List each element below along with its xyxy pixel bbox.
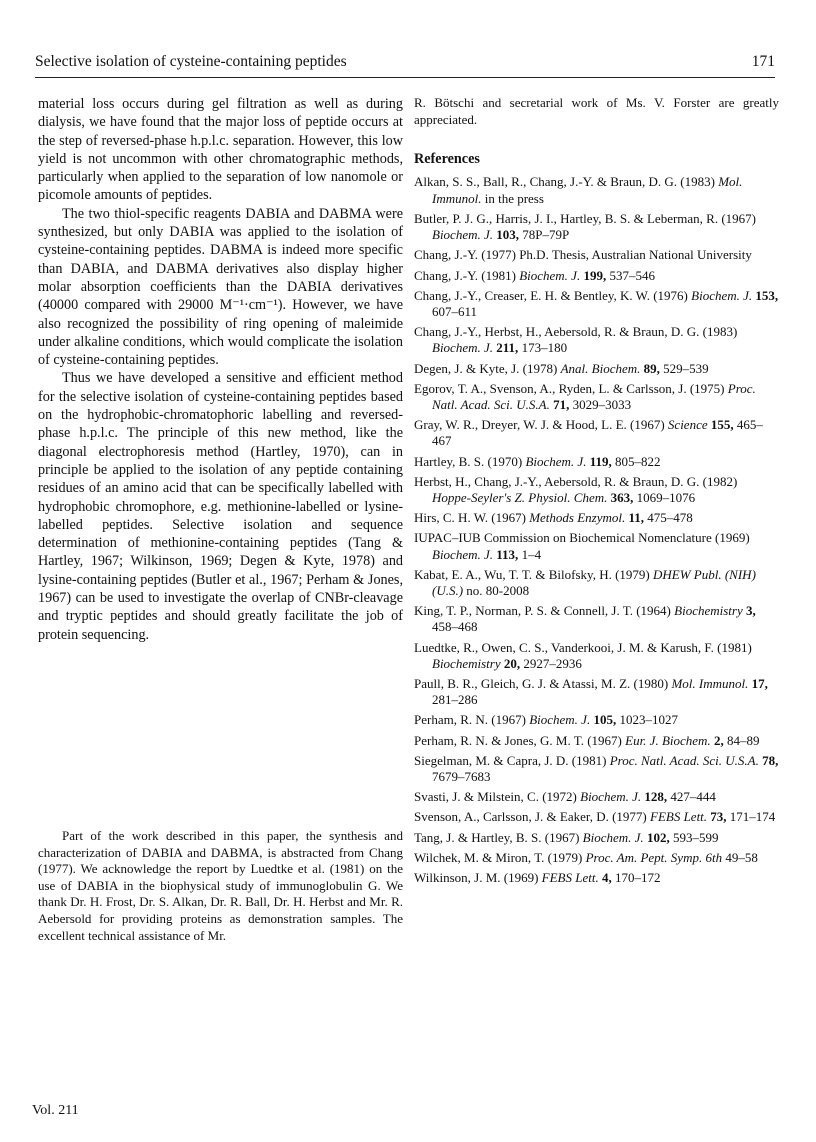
reference-item <box>414 870 779 886</box>
reference-pages: 475–478 <box>647 510 693 526</box>
reference-volume: 73, <box>710 809 727 825</box>
reference-volume: 211, <box>496 340 519 356</box>
reference-authors: Degen, J. & Kyte, J. (1978) <box>414 360 558 376</box>
reference-authors: Chang, J.-Y., Creaser, E. H. & Bentley, K. W. (1976) <box>414 287 688 303</box>
reference-pages: 171–174 <box>729 809 776 825</box>
reference-pages: 7679–7683 <box>432 768 491 784</box>
reference-pages: 537–546 <box>609 267 655 283</box>
acknowledgement-continuation: R. Bötschi and secretarial work of Ms. V. Forster are greatly appreciated. <box>414 95 779 127</box>
reference-item <box>414 712 779 728</box>
reference-pages: no. 80-2008 <box>466 582 530 598</box>
reference-pages: 2927–2936 <box>523 655 582 671</box>
reference-journal: DHEW Publ. (NIH) (U.S.) <box>432 566 756 598</box>
left-column <box>38 95 403 644</box>
reference-pages: 607–611 <box>432 303 478 319</box>
reference-authors: Perham, R. N. & Jones, G. M. T. (1967) <box>414 732 622 748</box>
running-header <box>35 53 775 78</box>
reference-volume: 2, <box>713 732 724 748</box>
reference-pages: 1023–1027 <box>619 712 678 728</box>
reference-journal: FEBS Lett. <box>541 870 599 885</box>
volume-label: Vol. 211 <box>32 1103 79 1118</box>
reference-item <box>414 530 779 562</box>
reference-volume: 20, <box>503 655 521 671</box>
reference-authors: Chang, J.-Y. (1977) Ph.D. Thesis, Australian National University <box>414 247 752 263</box>
reference-authors: IUPAC–IUB Commission on Biochemical Nomenclature (1969) <box>414 530 750 546</box>
reference-journal: Mol. Immunol. <box>671 675 749 691</box>
reference-volume: 103, <box>496 227 520 243</box>
reference-pages: 281–286 <box>432 692 478 708</box>
reference-journal: Biochem. J. <box>580 789 642 805</box>
reference-item <box>414 830 779 846</box>
reference-journal: Biochem. J. <box>432 340 494 356</box>
reference-authors: Egorov, T. A., Svenson, A., Ryden, L. & Carlsson, J. (1975) <box>414 380 725 396</box>
reference-volume: 105, <box>593 712 617 728</box>
body-paragraph: material loss occurs during gel filtration as well as during dialysis, we have found that the major loss of peptide occurs at the step of reversed-phase h.p.l.c. separation. However, this low yield is not uncommon with other chromatographic methods, particularly when applied to the separation of low nanomole or picomole amounts of peptides. <box>38 96 403 204</box>
reference-pages: 593–599 <box>672 829 719 845</box>
reference-authors: Butler, P. J. G., Harris, J. I., Hartley, B. S. & Leberman, R. (1967) <box>414 210 757 226</box>
reference-authors: Wilchek, M. & Miron, T. (1979) <box>414 849 583 865</box>
reference-journal: Proc. Natl. Acad. Sci. U.S.A. <box>432 380 756 412</box>
reference-journal: Proc. Am. Pept. Symp. 6th <box>585 849 723 865</box>
reference-authors: Hartley, B. S. (1970) <box>414 453 523 469</box>
reference-journal: Biochem. J. <box>529 712 591 728</box>
reference-item <box>414 211 779 243</box>
reference-item <box>414 268 779 284</box>
running-title: Selective isolation of cysteine-containing peptides <box>35 53 347 70</box>
reference-authors: King, T. P., Norman, P. S. & Connell, J. T. (1964) <box>414 603 671 619</box>
reference-authors: Gray, W. R., Dreyer, W. J. & Hood, L. E. (1967) <box>414 417 665 433</box>
reference-journal: Mol. Immunol. <box>432 174 743 206</box>
reference-journal: Hoppe-Seyler's Z. Physiol. Chem. <box>432 489 608 505</box>
reference-list <box>414 174 779 886</box>
reference-journal: Biochem. J. <box>432 227 494 243</box>
reference-authors: Kabat, E. A., Wu, T. T. & Bilofsky, H. (1979) <box>414 566 650 582</box>
reference-authors: Wilkinson, J. M. (1969) <box>414 870 539 885</box>
reference-journal: Biochemistry <box>674 603 743 619</box>
reference-authors: Svasti, J. & Milstein, C. (1972) <box>414 789 577 805</box>
reference-item <box>414 174 779 206</box>
reference-journal: FEBS Lett. <box>650 809 708 825</box>
reference-volume: 153, <box>755 287 779 303</box>
reference-item <box>414 361 779 377</box>
reference-journal: Biochem. J. <box>582 829 644 845</box>
reference-item <box>414 510 779 526</box>
reference-authors: Luedtke, R., Owen, C. S., Vanderkooi, J. M. & Karush, F. (1981) <box>414 639 752 655</box>
reference-pages: 173–180 <box>521 340 568 356</box>
reference-item <box>414 733 779 749</box>
reference-item <box>414 381 779 413</box>
reference-authors: Perham, R. N. (1967) <box>414 712 526 728</box>
reference-pages: in the press <box>484 190 544 206</box>
reference-journal: Biochem. J. <box>432 546 494 562</box>
reference-volume: 113, <box>496 546 519 562</box>
reference-item <box>414 474 779 506</box>
reference-authors: Paull, B. R., Gleich, G. J. & Atassi, M. Z. (1980) <box>414 675 669 691</box>
reference-volume: 78, <box>762 752 779 768</box>
reference-pages: 805–822 <box>615 453 661 469</box>
reference-pages: 3029–3033 <box>572 396 632 412</box>
reference-journal: Biochemistry <box>432 655 501 671</box>
reference-volume: 89, <box>643 360 660 376</box>
reference-authors: Chang, J.-Y., Herbst, H., Aebersold, R. & Braun, D. G. (1983) <box>414 324 738 340</box>
reference-journal: Biochem. J. <box>519 267 581 283</box>
reference-volume: 199, <box>583 267 607 283</box>
reference-item <box>414 809 779 825</box>
references-heading: References <box>414 151 480 168</box>
acknowledgement-text: Part of the work described in this paper, the synthesis and characterization of DABIA and DABMA, is abstracted from Chang (1977). We acknowledge the report by Luedtke et al. (1981) on the use of DABIA in the biophysical study of immunoglobulin G. We thank Dr. H. Frost, Dr. S. Alkan, Dr. R. Ball, Dr. H. Herbst and Mr. R. Aebersold for providing proteins as demonstration samples. The excellent technical assistance of Mr. <box>38 828 403 943</box>
reference-pages: 78P–79P <box>522 227 570 243</box>
reference-volume: 71, <box>553 396 570 412</box>
reference-volume: 4, <box>601 870 612 885</box>
reference-pages: 458–468 <box>432 619 478 635</box>
reference-volume: 363, <box>610 489 634 505</box>
reference-authors: Svenson, A., Carlsson, J. & Eaker, D. (1977) <box>414 809 647 825</box>
reference-journal: Anal. Biochem. <box>560 360 641 376</box>
reference-volume: 155, <box>710 417 734 433</box>
reference-item <box>414 850 779 866</box>
reference-volume: 128, <box>644 789 668 805</box>
reference-pages: 465–467 <box>432 417 763 449</box>
reference-pages: 170–172 <box>614 870 661 885</box>
reference-volume: 17, <box>751 675 768 691</box>
body-paragraph: The two thiol-specific reagents DABIA and DABMA were synthesized, but only DABIA was applied to the isolation of cysteine-containing peptides. DABMA is indeed more specific than DABIA, and DABMA derivatives also display higher molar absorption coefficients than the DABIA derivatives (40000 compared with 29000 M⁻¹·cm⁻¹). However, we have also recognized the possibility of ring opening of maleimide under alkaline conditions, which would complicate the isolation of cysteine-containing peptides. <box>38 205 403 369</box>
reference-pages: 84–89 <box>726 732 760 748</box>
reference-authors: Alkan, S. S., Ball, R., Chang, J.-Y. & Braun, D. G. (1983) <box>414 174 715 190</box>
acknowledgement <box>38 828 403 944</box>
reference-pages: 529–539 <box>663 360 709 376</box>
reference-journal: Biochem. J. <box>525 453 587 469</box>
reference-journal: Science <box>667 417 708 433</box>
reference-item <box>414 288 779 320</box>
reference-pages: 1069–1076 <box>636 489 696 505</box>
reference-authors: Herbst, H., Chang, J.-Y., Aebersold, R. & Braun, D. G. (1982) <box>414 473 738 489</box>
reference-authors: Chang, J.-Y. (1981) <box>414 267 516 283</box>
body-paragraph: Thus we have developed a sensitive and efficient method for the selective isolation of cysteine-containing peptides based on the hydrophobic-chromatophoric labelling and reversed-phase h.p.l.c. The principle of this new method, like the diagonal electrophoresis method (Hartley, 1970), can in principle be applied to the isolation of any peptide containing residues of an amino acid that can be specifically labelled with hydrophobic chromophore, e.g. methionine-labelled or lysine-labelled peptides. Selective isolation and sequence determination of methionine-containing peptides (Tang & Hartley, 1967; Wilkinson, 1969; Degen & Kyte, 1978) and lysine-containing peptides (Butler et al., 1967; Perham & Jones, 1967) can be used to investigate the overlap of CNBr-cleavage and tryptic peptides and should greatly facilitate the job of protein sequencing. <box>38 370 403 643</box>
reference-journal: Methods Enzymol. <box>529 510 626 526</box>
reference-authors: Tang, J. & Hartley, B. S. (1967) <box>414 829 580 845</box>
reference-item <box>414 247 779 263</box>
reference-item <box>414 753 779 785</box>
reference-volume: 3, <box>745 603 756 619</box>
reference-volume: 11, <box>628 510 645 526</box>
reference-journal: Eur. J. Biochem. <box>625 732 711 748</box>
reference-volume: 119, <box>589 453 612 469</box>
right-column <box>414 95 779 890</box>
reference-authors: Siegelman, M. & Capra, J. D. (1981) <box>414 752 607 768</box>
reference-pages: 49–58 <box>725 849 758 865</box>
reference-item <box>414 640 779 672</box>
reference-item <box>414 789 779 805</box>
reference-item <box>414 454 779 470</box>
reference-pages: 427–444 <box>670 789 716 805</box>
reference-journal: Proc. Natl. Acad. Sci. U.S.A. <box>609 752 759 768</box>
reference-authors: Hirs, C. H. W. (1967) <box>414 510 526 526</box>
reference-journal: Biochem. J. <box>691 287 753 303</box>
page-number: 171 <box>751 53 775 70</box>
reference-item <box>414 324 779 356</box>
reference-pages: 1–4 <box>521 546 542 562</box>
reference-item <box>414 417 779 449</box>
reference-item <box>414 603 779 635</box>
reference-volume: 102, <box>646 829 670 845</box>
reference-item <box>414 676 779 708</box>
reference-item <box>414 567 779 599</box>
